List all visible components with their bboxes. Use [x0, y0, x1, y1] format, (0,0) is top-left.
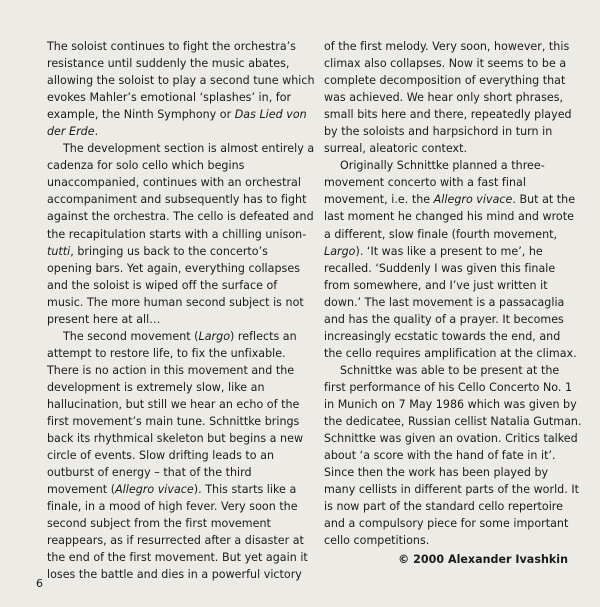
text-run: The soloist continues to fight the orchestra’s resistance until suddenly the music abates, allowing the soloist to play a second tune which evokes Mahler’s emotional ‘splashes’ in, for example, the Ninth Symphony or — [47, 40, 315, 122]
paragraph — [47, 328, 315, 584]
paragraph — [47, 140, 315, 328]
paragraph — [324, 362, 582, 550]
text-run: The development section is almost entirely a cadenza for solo cello which begins unaccompanied, continues with an orchestral accompaniment and subsequently has to fight against the orchestra. The cello is defeated and the recapitulation starts with a chilling unison- — [47, 142, 315, 241]
italic-text: Largo — [324, 244, 356, 258]
italic-text: Das Lied von der Erde — [47, 108, 307, 139]
author-signature: © 2000 Alexander Ivashkin — [398, 553, 568, 567]
paragraph — [324, 157, 582, 362]
text-run: ) reflects an attempt to restore life, to fix the unfixable. There is no action in this movement and the development is extremely slow, like an hallucination, but still we hear an echo of the first movement’s main tune. Schnittke brings back its rhythmical skeleton but begins a new circle of events. Slow drifting leads to an outburst of energy – that of the third movement ( — [47, 329, 304, 497]
text-run: The second movement ( — [63, 329, 199, 343]
italic-text: Allegro vivace — [433, 193, 513, 207]
text-run: ). ‘It was like a present to me’, he recalled. ‘Suddenly I was given this finale from somewhere, and I’ve just written it down.’ The last movement is a passacaglia and has the quality of a prayer. It becomes increasingly ecstatic towards the end, and the cello requires amplification at the climax. — [324, 244, 577, 360]
italic-text: tutti — [47, 244, 71, 258]
text-run: Originally Schnittke planned a three-movement concerto with a fast final movement, i.e. the — [324, 159, 545, 207]
text-run: , bringing us back to the concerto’s opening bars. Yet again, everything collapses and the soloist is wiped off the surface of music. The more human second subject is not present here at all… — [47, 244, 304, 326]
paragraph — [324, 38, 582, 157]
text-run: Schnittke was able to be present at the first performance of his Cello Concerto No. 1 in Munich on 7 May 1986 which was given by the dedicatee, Russian cellist Natalia Gutman. Schnittke was given an ovation. Critics talked about ‘a score with the hand of fate in it’. Since then the work has been played by many cellists in different parts of the world. It is now part of the standard cello repertoire and a compulsory piece for some important cello competitions. — [324, 363, 582, 548]
text-run: of the first melody. Very soon, however, this climax also collapses. Now it seems to be a complete decomposition of everything that was achieved. We hear only short phrases, small bits here and there, repeatedly played by the soloists and harpsichord in turn in surreal, aleatoric context. — [324, 40, 572, 156]
text-run: ). This starts like a finale, in a mood of high fever. Very soon the second subject from the first movement reappears, as if resurrected after a disaster at the end of the first movement. But yet again it loses the battle and dies in a powerful victory — [47, 483, 308, 582]
italic-text: Allegro vivace — [115, 483, 194, 497]
page-number: 6 — [36, 577, 44, 590]
italic-text: Largo — [198, 329, 231, 343]
text-run: . But at the last moment he changed his mind and wrote a different, slow finale (fourth movement, — [324, 193, 576, 241]
left-text-column — [47, 38, 315, 584]
paragraph — [47, 38, 315, 140]
text-run: . — [94, 125, 99, 139]
right-text-column — [324, 38, 582, 568]
